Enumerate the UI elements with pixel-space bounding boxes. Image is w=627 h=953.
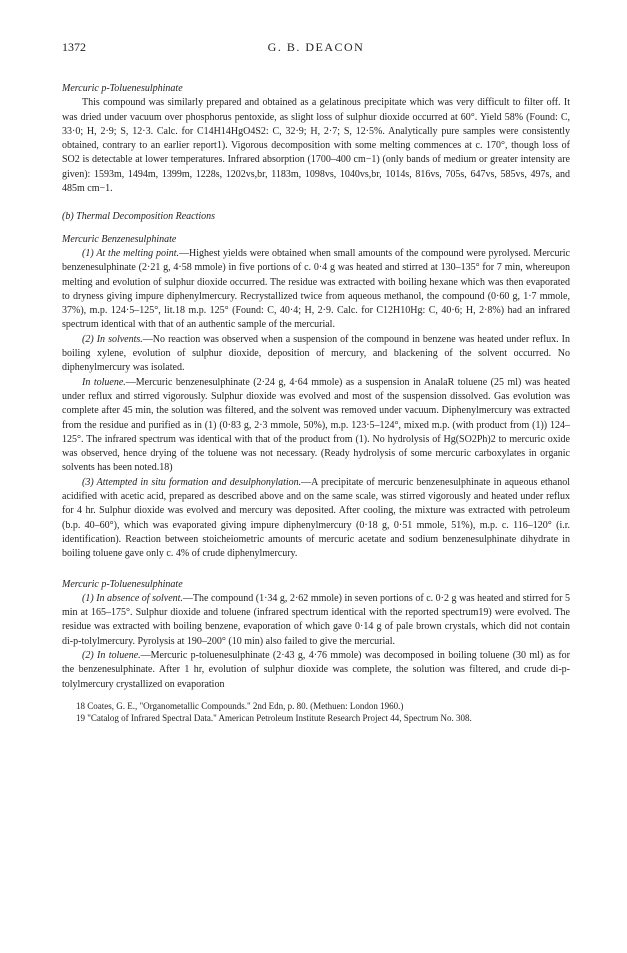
paragraph-melting-point <box>62 247 570 333</box>
section-heading-toluenesulphinate-prep: Mercuric p-Toluenesulphinate <box>62 83 183 94</box>
paragraph-text: —Mercuric benzenesulphinate (2·24 g, 4·64 mmole) as a suspension in AnalaR toluene (25 ml) was heated under reflux and stirred vigorously. Sulphur dioxide was evolved and most of the suspension dissolved. Gas evolution was complete after 45 min, the solution was filtered, and the solvent was removed under vacuum. Diphenylmercury was extracted from the residue and purified as in (1) (0·83 g, 2·3 mmole, 50%), m.p. 123·5–124°, mixed m.p. (with product from (1)) 124–125°. The infrared spectrum was identical with that of the product from (1). No hydrolysis of Hg(SO2Ph)2 to mercuric oxide was observed, hence drying of the toluene was not necessary. (Ready hydrolysis of some mercuric carboxylates in organic solvents has been noted.18) <box>62 376 571 474</box>
paragraph-in-situ <box>62 476 570 562</box>
paragraph-in-toluene <box>62 376 570 476</box>
author-running-head: G. B. DEACON <box>267 40 365 54</box>
section-heading-benzenesulphinate: Mercuric Benzenesulphinate <box>62 233 177 245</box>
subsection-label: (1) At the melting point. <box>82 247 180 259</box>
article-body <box>62 82 570 725</box>
running-header <box>62 40 570 56</box>
footnote-18: 18 Coates, G. E., "Organometallic Compounds." 2nd Edn, p. 80. (Methuen: London 1960.) <box>76 700 404 711</box>
paragraph-text: —Highest yields were obtained when small amounts of the compound were pyrolysed. Mercuric benzenesulphinate (2·21 g, 4·58 mmole) in five portions of c. 0·4 g was heated and stirred at 130–135° for 7 min, whereupon melting and evolution of sulphur dioxide occurred. The residue was extracted with boiling hexane which was then evaporated to dryness giving impure diphenylmercury. Recrystallized twice from aqueous methanol, the compound (0·60 g, 1·7 mmole, 37%), m.p. 124·5–125°, lit.18 m.p. 125° (Found: C, 40·4; H, 2·9. Calc. for C12H10Hg: C, 40·6; H, 2·8%) had an infrared spectrum identical with that of an authentic sample of the mercurial. <box>62 247 570 331</box>
section-title-thermal-decomposition: (b) Thermal Decomposition Reactions <box>62 211 216 223</box>
subsection-label: (3) Attempted in situ formation and desulphonylation. <box>82 476 302 488</box>
paragraph-text: —The compound (1·34 g, 2·62 mmole) in seven portions of c. 0·2 g was heated and stirred for 5 min at 165–175°. Sulphur dioxide and toluene (infrared spectrum identical with the reported spectrum19) were evolved. The residue was extracted with boiling benzene, evaporation of which gave 0·14 g of pale brown crystals, which did not contain di-p-tolylmercury. Pyrolysis at 190–200° (10 min) also failed to give the mercurial. <box>62 592 570 647</box>
paragraph-absence-of-solvent <box>62 592 570 649</box>
paragraph-preparation: This compound was similarly prepared and obtained as a gelatinous precipitate which was very difficult to filter off. It was dried under vacuum over phosphorus pentoxide, as slight loss of sulphur dioxide occurred at 60°. Yield 58% (Found: C, 33·0; H, 2·9; S, 12·3. Calc. for C14H14HgO4S2: C, 32·9; H, 2·7; S, 12·5%. Analytically pure samples were consistently obtained, contrary to an earlier report1). Vigorous decomposition with some melting commences at c. 170°, though loss of SO2 is detectable at lower temperatures. Infrared absorption (1700–400 cm−1) (only bands of medium or greater intensity are given): 1593m, 1494m, 1399m, 1228s, 1202vs,br, 1183m, 1098vs, 1040vs,br, 1014s, 816vs, 705s, 647vs, 585vs, 497s, and 485m cm−1. <box>62 97 570 195</box>
paragraph-text: —Mercuric p-toluenesulphinate (2·43 g, 4·76 mmole) was decomposed in boiling toluene (30 ml) as for the benzenesulphinate. After 1 hr, evolution of sulphur dioxide was complete, the solution was filtered, and crude di-p-tolylmercury crystallized on evaporation <box>62 649 570 690</box>
section-heading-toluenesulphinate-decomposition: Mercuric p-Toluenesulphinate <box>62 578 183 590</box>
subsection-label: (1) In absence of solvent. <box>82 592 183 604</box>
subsection-label: In toluene. <box>82 376 126 388</box>
paragraph-in-solvents <box>62 333 570 376</box>
subsection-label: (2) In toluene. <box>82 649 141 661</box>
paragraph-text: —A precipitate of mercuric benzenesulphinate in aqueous ethanol acidified with acetic acid, prepared as described above and on the same scale, was stirred vigorously and heated under reflux for 4 hr. Sulphur dioxide was evolved and mercury was deposited. After cooling, the mixture was extracted with petroleum (b.p. 40–60°), which was evaporated giving impure diphenylmercury (0·18 g, 0·51 mmole, 51%), m.p. c. 116–120° (i.r. identification). Reaction between stoicheiometric amounts of mercuric acetate and sodium benzenesulphinate dihydrate in boiling toluene gave only c. 4% of crude diphenylmercury. <box>62 476 571 560</box>
subsection-label: (2) In solvents. <box>82 333 143 345</box>
paragraph-toluene-decomposition <box>62 649 570 692</box>
paragraph-text: —No reaction was observed when a suspension of the compound in benzene was heated under reflux. In boiling xylene, evolution of sulphur dioxide, deposition of mercury, and blackening of the solvent occurred. No diphenylmercury was isolated. <box>62 333 570 374</box>
footnote-19: 19 "Catalog of Infrared Spectral Data." American Petroleum Institute Research Project 44, Spectrum No. 308. <box>76 713 472 724</box>
page-number: 1372 <box>62 40 86 54</box>
